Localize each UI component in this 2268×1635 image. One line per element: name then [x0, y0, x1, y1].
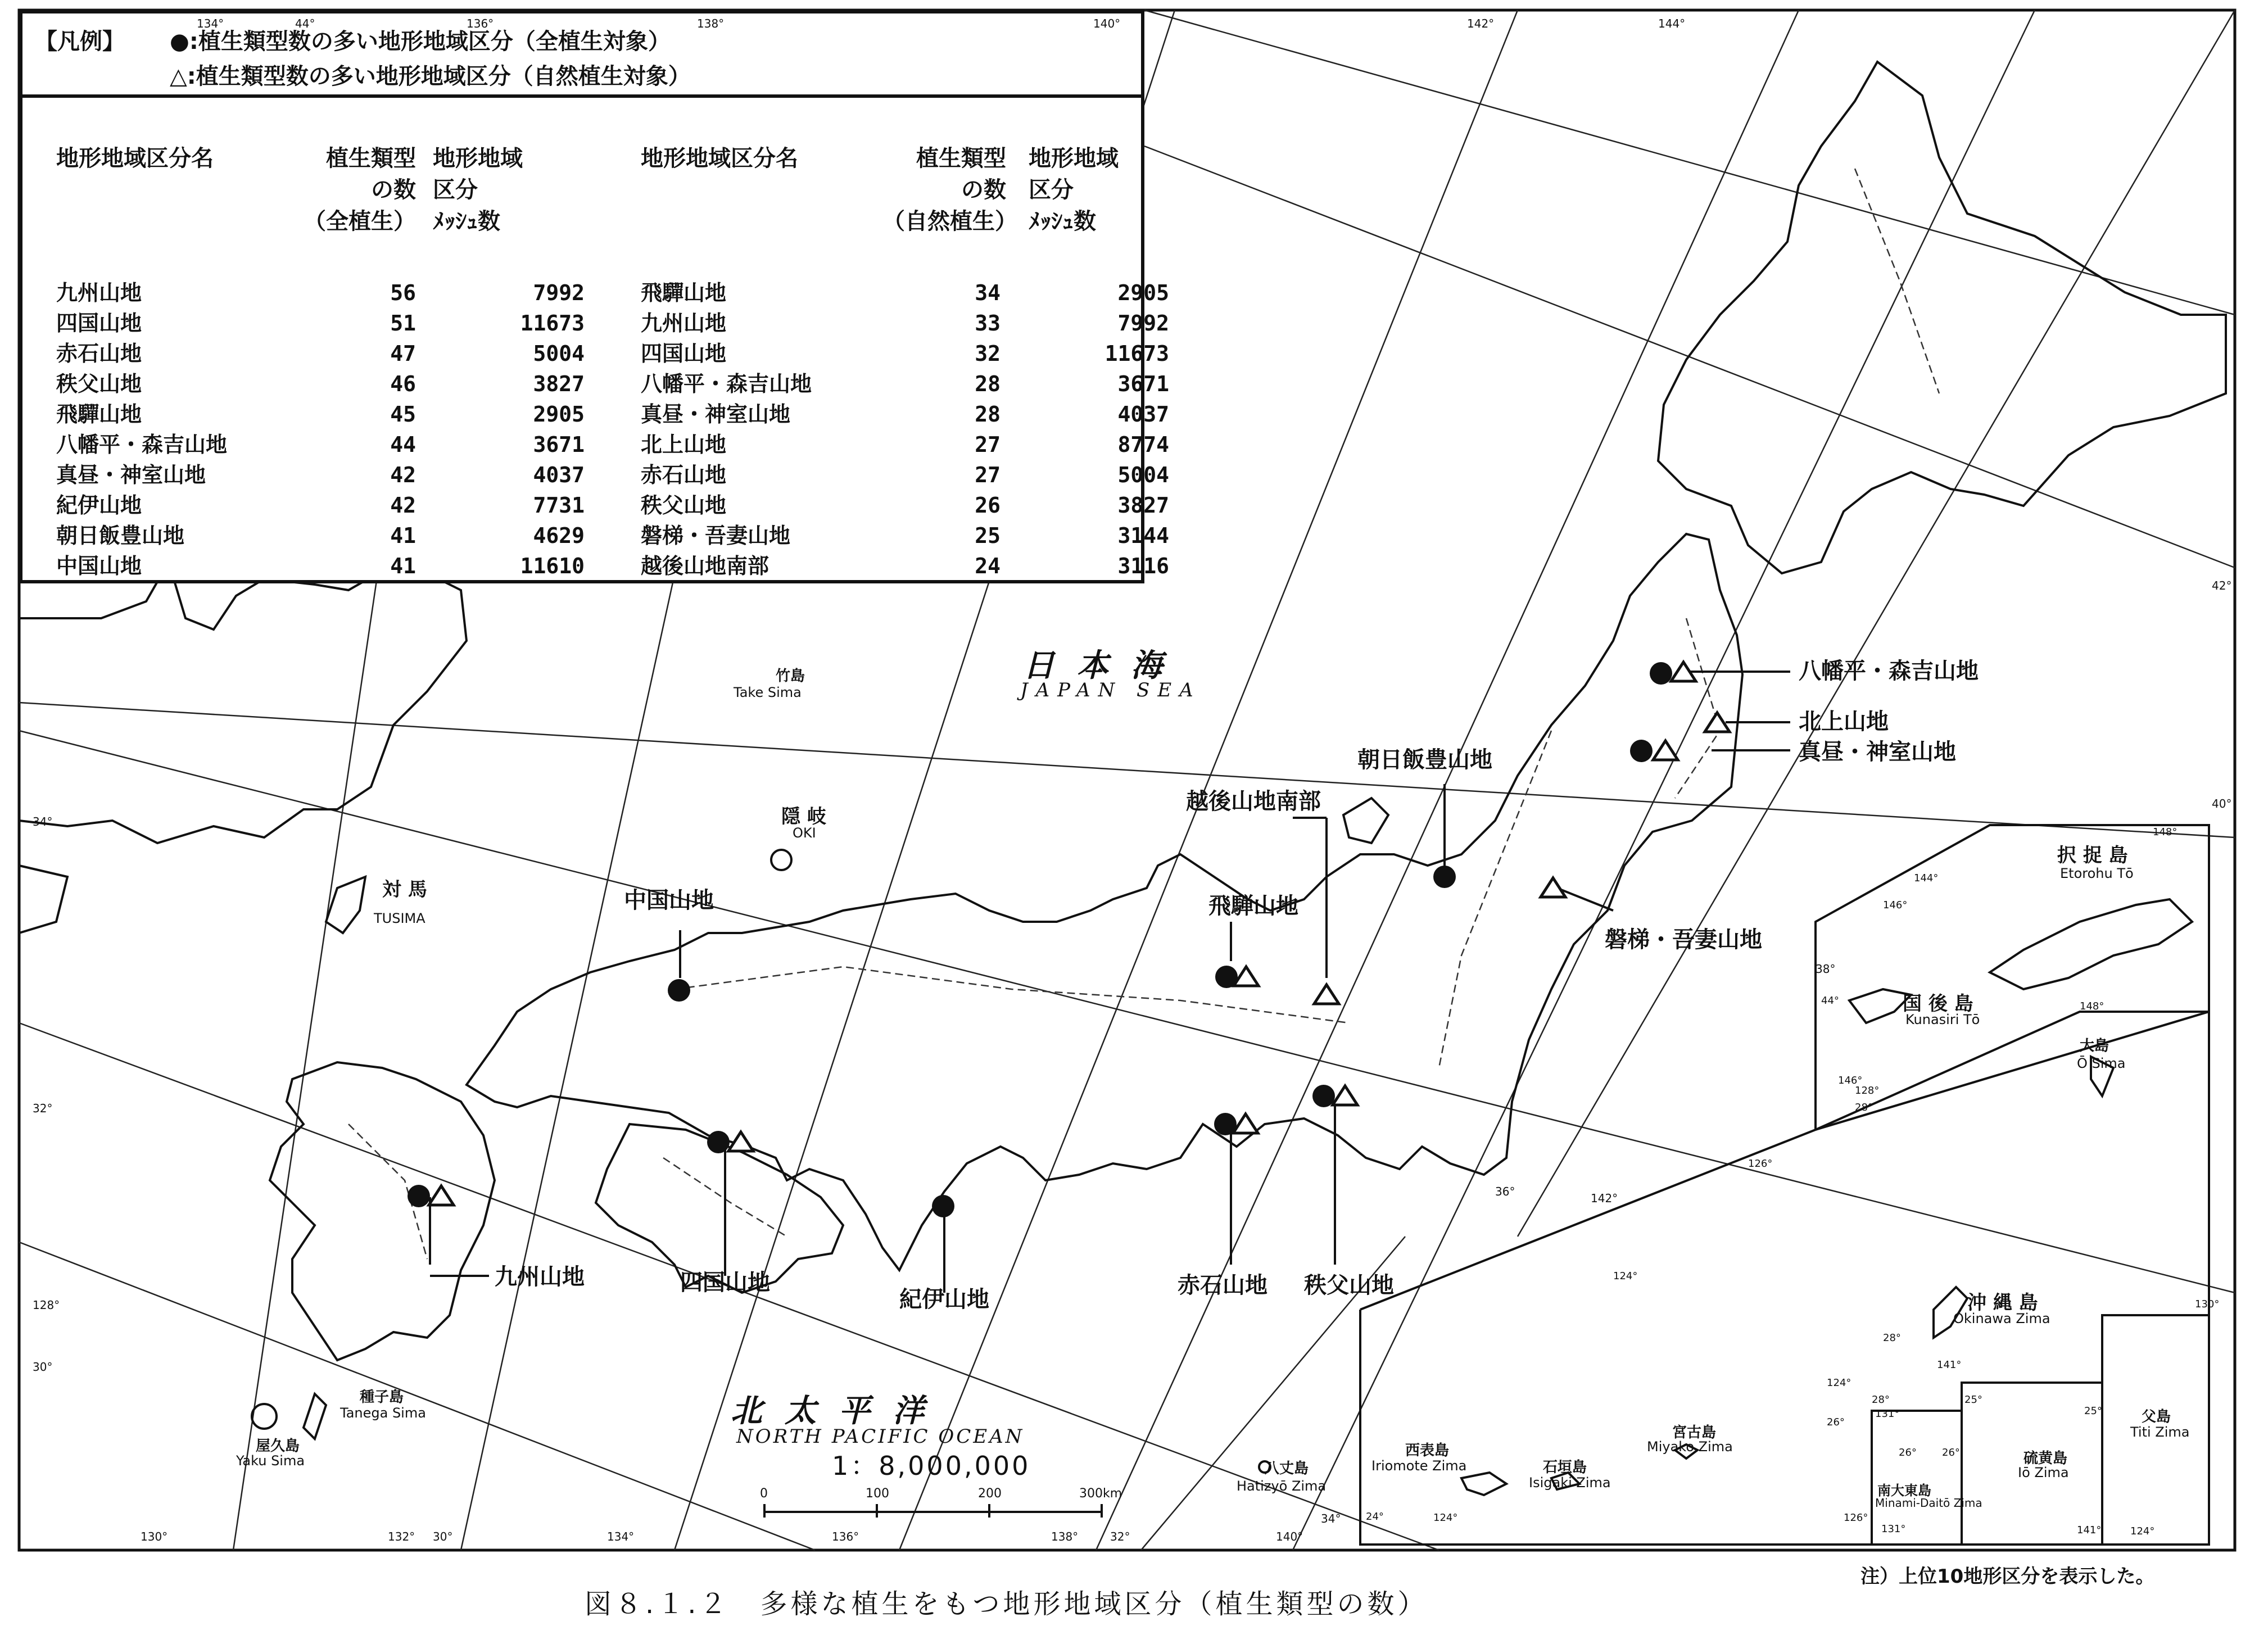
island-osima-en: Ō Sima — [2077, 1056, 2126, 1071]
sea-japan-en: JAPAN SEA — [1020, 679, 1201, 701]
label-kitakami: 北上山地 — [1799, 709, 1889, 735]
island-kunasiri-en: Kunasiri Tō — [1905, 1012, 1980, 1027]
table-natural-row-mesh: 4037 — [1117, 402, 1169, 427]
degree-label-top: 142° — [1467, 17, 1495, 30]
degree-label-inset: 146° — [1838, 1075, 1863, 1086]
table-natural-row-count: 34 — [975, 280, 1001, 305]
table-all-row-mesh: 4629 — [533, 523, 585, 548]
marker-dot-kii — [932, 1195, 954, 1217]
island-isigaki-jp: 石垣島 — [1543, 1459, 1587, 1476]
table-natural-row-mesh: 5004 — [1117, 463, 1169, 487]
degree-label-left: 30° — [33, 1360, 53, 1374]
table-natural-row-mesh: 7992 — [1117, 311, 1169, 336]
table-natural-row-count: 32 — [975, 341, 1001, 366]
degree-label-inset: 26° — [1899, 1447, 1917, 1459]
degree-label-top: 144° — [1658, 17, 1686, 30]
table-natural-row-count: 27 — [975, 432, 1001, 457]
label-chichibu: 秩父山地 — [1304, 1272, 1394, 1298]
degree-label-top: 140° — [1093, 17, 1121, 30]
degree-label-inset: 26° — [1942, 1447, 1960, 1459]
degree-label-inset: 148° — [2153, 826, 2178, 838]
table-all-row-name: 八幡平・森吉山地 — [56, 432, 228, 457]
table-all-row-count: 56 — [390, 280, 416, 305]
table-natural-row-name: 四国山地 — [641, 341, 727, 366]
table-natural-row-name: 磐梯・吾妻山地 — [641, 523, 791, 548]
degree-label-bottom: 132° — [388, 1530, 415, 1543]
degree-label-inset: 24° — [1366, 1511, 1384, 1523]
table-all-head-name: 地形地域区分名 — [56, 146, 214, 171]
table-all-row-name: 朝日飯豊山地 — [56, 523, 185, 548]
degree-label-inset: 28° — [1855, 1102, 1873, 1113]
degree-label-inset: 131° — [1875, 1408, 1900, 1420]
table-all-row-name: 中国山地 — [56, 554, 142, 578]
marker-dot-chichibu — [1312, 1085, 1335, 1107]
table-all-row-name: 紀伊山地 — [56, 493, 142, 518]
degree-label-inset: 141° — [1937, 1359, 1962, 1371]
table-all-head-count-1: 植生類型 — [326, 146, 416, 171]
degree-label-bottom: 130° — [141, 1530, 168, 1543]
island-takeshima-jp: 竹島 — [776, 668, 805, 685]
table-all-head-mesh-1: 地形地域 — [433, 146, 523, 171]
degree-label-top: 44° — [295, 17, 315, 30]
table-all-row-mesh: 7992 — [533, 280, 585, 305]
marker-tri-bandai — [1541, 878, 1565, 897]
label-hida: 飛騨山地 — [1208, 893, 1298, 919]
table-natural-row-count: 28 — [975, 372, 1001, 396]
table-all-row-count: 41 — [390, 554, 416, 578]
degree-label-inset: 144° — [1914, 872, 1939, 884]
label-kii: 紀伊山地 — [899, 1287, 989, 1312]
label-shikoku: 四国山地 — [680, 1270, 770, 1296]
table-all-row-count: 41 — [390, 523, 416, 548]
island-okinawa-jp: 沖 縄 島 — [1967, 1292, 2038, 1314]
degree-label-left: 32° — [33, 1102, 53, 1115]
table-natural-row-mesh: 8774 — [1117, 432, 1169, 457]
legend-panel — [19, 10, 1169, 583]
marker-dot-mahiru — [1630, 740, 1653, 762]
table-all-head-count-2: の数 — [371, 177, 416, 203]
degree-label-inset: 148° — [2080, 1000, 2104, 1012]
marker-dot-chugoku — [668, 979, 690, 1002]
degree-label-top: 138° — [697, 17, 725, 30]
degree-label-inset: 124° — [1613, 1270, 1638, 1282]
table-all-row-mesh: 2905 — [533, 402, 585, 427]
island-okinawa-en: Okinawa Zima — [1953, 1311, 2050, 1326]
table-natural-row-mesh: 3144 — [1117, 523, 1169, 548]
table-natural-row-count: 24 — [975, 554, 1001, 578]
island-isigaki-en: Isigaki Zima — [1529, 1475, 1611, 1491]
table-all-row-name: 飛驒山地 — [56, 402, 142, 427]
table-all-row-count: 51 — [390, 311, 416, 336]
degree-label-inset: 124° — [1827, 1377, 1851, 1389]
degree-label-inset: 126° — [1748, 1158, 1773, 1170]
table-natural-head-count-2: の数 — [961, 177, 1006, 203]
label-bandai: 磐梯・吾妻山地 — [1605, 927, 1762, 953]
degree-label-inset: 124° — [2130, 1525, 2155, 1537]
table-all-row-mesh: 3827 — [533, 372, 585, 396]
marker-dot-asahi — [1433, 866, 1456, 888]
degree-label-bottom: 136° — [832, 1530, 859, 1543]
table-natural-row-mesh: 3116 — [1117, 554, 1169, 578]
table-natural-row-mesh: 3827 — [1117, 493, 1169, 518]
island-io-jp: 硫黄島 — [2023, 1450, 2068, 1467]
table-natural-row-name: 九州山地 — [641, 311, 727, 336]
degree-label-top: 134° — [197, 17, 224, 30]
island-tusima-jp: 対 馬 — [382, 878, 427, 901]
degree-label-bottom: 138° — [1051, 1530, 1079, 1543]
table-all-row-mesh: 7731 — [533, 493, 585, 518]
table-all-head-mesh-2: 区分 — [433, 177, 478, 203]
degree-label-inset: 141° — [2077, 1524, 2102, 1536]
degree-label-inset: 131° — [1881, 1523, 1906, 1535]
label-asahi: 朝日飯豊山地 — [1357, 747, 1492, 773]
island-kunasiri-jp: 国 後 島 — [1903, 993, 1973, 1015]
table-all-row-mesh: 11610 — [520, 554, 585, 578]
degree-label-inset: 126° — [1844, 1512, 1868, 1524]
island-osima-jp: 大島 — [2080, 1038, 2109, 1054]
table-natural-head-mesh-3: ﾒｯｼｭ数 — [1029, 209, 1096, 234]
island-hatizyo-en: Hatizyō Zima — [1237, 1478, 1327, 1494]
scale-tick-0: 0 — [760, 1487, 768, 1501]
inset-frames — [1360, 825, 2209, 1545]
leader-lines — [430, 672, 1790, 1293]
table-all-row-count: 45 — [390, 402, 416, 427]
label-echigo: 越後山地南部 — [1186, 789, 1321, 814]
table-all-row-mesh: 3671 — [533, 432, 585, 457]
sea-japan-jp: 日本海 — [1023, 647, 1185, 684]
island-etorohu-jp: 択 捉 島 — [2057, 844, 2128, 867]
label-akaishi: 赤石山地 — [1178, 1272, 1267, 1298]
markers — [408, 662, 1730, 1217]
scale-bar — [764, 1504, 1102, 1518]
label-kyushu: 九州山地 — [495, 1264, 585, 1290]
island-yaku-en: Yaku Sima — [236, 1453, 305, 1469]
table-all-row-mesh: 11673 — [520, 311, 585, 336]
scale-tick-100: 100 — [866, 1487, 889, 1501]
table-natural-row-name: 秩父山地 — [641, 493, 727, 518]
table-all-row-name: 赤石山地 — [56, 341, 142, 366]
degree-label-top: 136° — [467, 17, 494, 30]
table-natural-head-count-1: 植生類型 — [916, 146, 1006, 171]
island-tanega-jp: 種子島 — [360, 1389, 404, 1406]
table-all-row-count: 42 — [390, 493, 416, 518]
label-chugoku: 中国山地 — [624, 887, 714, 913]
degree-label-left: 128° — [33, 1298, 60, 1312]
marker-tri-chichibu — [1333, 1086, 1357, 1105]
table-all-row-mesh: 4037 — [533, 463, 585, 487]
degree-label-inset: 124° — [1433, 1512, 1458, 1524]
table-all-row-count: 42 — [390, 463, 416, 487]
marker-dot-hachimantai — [1650, 662, 1672, 685]
table-natural-row-count: 27 — [975, 463, 1001, 487]
degree-label-bottom: 140° — [1276, 1530, 1303, 1543]
table-natural-row-name: 北上山地 — [641, 432, 727, 457]
table-natural-row-name: 越後山地南部 — [641, 554, 769, 578]
degree-label-bottom: 32° — [1110, 1530, 1130, 1543]
scale-tick-300: 300km — [1079, 1487, 1122, 1501]
degree-label-bottom: 30° — [433, 1530, 453, 1543]
degree-label-inset: 128° — [1855, 1085, 1880, 1097]
table-natural-row-count: 25 — [975, 523, 1001, 548]
table-all-row-mesh: 5004 — [533, 341, 585, 366]
table-all-row-name: 九州山地 — [56, 280, 142, 305]
legend-triangle-row: △:植生類型数の多い地形地域区分（自然植生対象） — [170, 64, 691, 89]
degree-label-inset: 25° — [1964, 1394, 1982, 1406]
marker-dot-shikoku — [707, 1131, 730, 1153]
table-all-row-count: 44 — [390, 432, 416, 457]
island-minamidaito-en: Minami-Daitō Zima — [1875, 1496, 1982, 1510]
degree-label-inset: 28° — [1872, 1394, 1890, 1406]
figure-caption: 図８.１.２ 多様な植生をもつ地形地域区分（植生類型の数） — [585, 1588, 1428, 1620]
degree-label-bottom: 142° — [1591, 1192, 1618, 1205]
table-natural-head-count-3: （自然植生） — [882, 209, 1017, 234]
degree-label-bottom: 134° — [607, 1530, 635, 1543]
island-io-en: Iō Zima — [2018, 1465, 2069, 1480]
marker-tri-echigo — [1314, 985, 1339, 1004]
table-natural-row-count: 33 — [975, 311, 1001, 336]
table-natural-head-mesh-1: 地形地域 — [1029, 146, 1119, 171]
degree-label-inset: 25° — [2084, 1405, 2102, 1417]
table-natural-row-name: 八幡平・森吉山地 — [641, 372, 812, 396]
island-oki-jp: 隠 岐 — [781, 805, 826, 828]
degree-label-inset: 130° — [2195, 1298, 2220, 1310]
table-natural-head-name: 地形地域区分名 — [641, 146, 798, 171]
legend-dot-row: ●:植生類型数の多い地形地域区分（全植生対象） — [170, 29, 671, 55]
marker-tri-mahiru — [1653, 741, 1678, 760]
table-natural-row-name: 真昼・神室山地 — [641, 402, 791, 427]
degree-label-right: 40° — [2212, 797, 2232, 810]
table-all-row-name: 秩父山地 — [56, 372, 142, 396]
degree-label-left: 34° — [33, 815, 53, 828]
degree-label-bottom: 36° — [1495, 1185, 1515, 1198]
marker-dot-kyushu — [408, 1185, 430, 1207]
figure-note: 注）上位10地形区分を表示した。 — [1860, 1565, 2155, 1588]
island-titi-jp: 父島 — [2142, 1408, 2171, 1425]
island-etorohu-en: Etorohu Tō — [2060, 866, 2134, 881]
island-takeshima-en: Take Sima — [734, 685, 802, 700]
island-titi-en: Titi Zima — [2130, 1424, 2190, 1440]
degree-label-bottom: 34° — [1321, 1512, 1341, 1525]
table-natural-row-count: 28 — [975, 402, 1001, 427]
table-all-head-count-3: （全植生） — [304, 209, 416, 234]
island-hatizyo-jp: 八丈島 — [1265, 1460, 1309, 1477]
island-miyako-en: Miyako Zima — [1647, 1439, 1733, 1455]
table-all-row-count: 47 — [390, 341, 416, 366]
table-all-row-name: 真昼・神室山地 — [56, 463, 206, 487]
label-hachimantai: 八幡平・森吉山地 — [1799, 658, 1979, 684]
table-natural-row-mesh: 2905 — [1117, 280, 1169, 305]
island-oki-en: OKI — [793, 825, 816, 841]
table-natural-row-count: 26 — [975, 493, 1001, 518]
sea-pacific-en: NORTH PACIFIC OCEAN — [736, 1425, 1025, 1448]
legend-title: 【凡例】 — [35, 29, 125, 55]
table-all-head-mesh-3: ﾒｯｼｭ数 — [433, 209, 500, 234]
island-iriomote-jp: 西表島 — [1405, 1442, 1450, 1459]
degree-label-right: 42° — [2212, 579, 2232, 592]
scale-tick-200: 200 — [978, 1487, 1002, 1501]
degree-label-right: 38° — [1816, 962, 1836, 976]
island-tanega-en: Tanega Sima — [340, 1405, 426, 1421]
label-mahiru: 真昼・神室山地 — [1799, 739, 1956, 765]
degree-label-inset: 146° — [1883, 899, 1908, 911]
degree-label-inset: 44° — [1821, 995, 1839, 1007]
marker-tri-kyushu — [429, 1186, 454, 1205]
island-minamidaito-jp: 南大東島 — [1877, 1483, 1931, 1498]
table-all-row-name: 四国山地 — [56, 311, 142, 336]
island-yaku-jp: 屋久島 — [256, 1438, 300, 1455]
island-iriomote-en: Iriomote Zima — [1371, 1458, 1467, 1474]
island-miyako-jp: 宮古島 — [1672, 1424, 1717, 1441]
degree-label-inset: 26° — [1827, 1416, 1845, 1428]
marker-tri-akaishi — [1233, 1114, 1258, 1133]
table-natural-row-name: 飛驒山地 — [641, 280, 727, 305]
table-natural-row-mesh: 3671 — [1117, 372, 1169, 396]
table-natural-head-mesh-2: 区分 — [1029, 177, 1074, 203]
scale-ratio: 1：8,000,000 — [832, 1451, 1031, 1481]
island-tusima-en: TUSIMA — [374, 911, 425, 926]
sea-pacific-jp: 北太平洋 — [731, 1392, 947, 1429]
table-natural-row-name: 赤石山地 — [641, 463, 727, 487]
table-natural-row-mesh: 11673 — [1104, 341, 1169, 366]
legend-header — [22, 13, 1141, 98]
degree-label-inset: 28° — [1883, 1332, 1901, 1344]
table-all-row-count: 46 — [390, 372, 416, 396]
